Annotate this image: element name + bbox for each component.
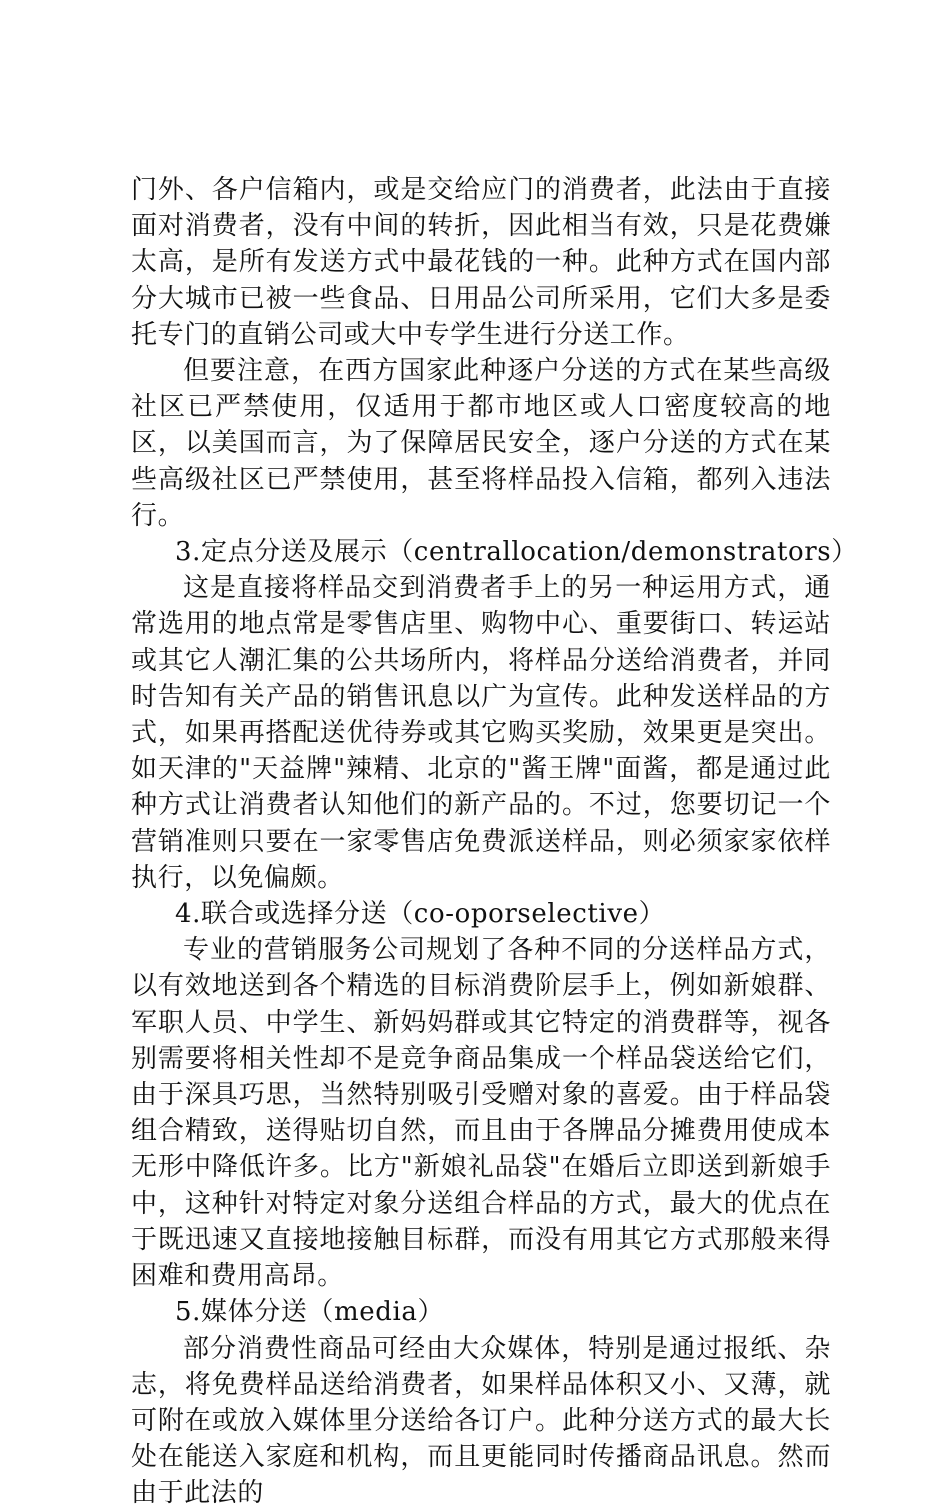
paragraph-continuation: 门外、各户信箱内，或是交给应门的消费者，此法由于直接面对消费者，没有中间的转折，因此相当有效，只是花费嫌太高，是所有发送方式中最花钱的一种。此种方式在国内部分大城市已被一些食品、日用品公司所采用，它们大多是委托专门的直销公司或大中专学生进行分送工作。 (131, 175, 831, 350)
paragraph-door-to-door-restriction: 但要注意，在西方国家此种逐户分送的方式在某些高级社区已严禁使用，仅适用于都市地区或人口密度较高的地区，以美国而言，为了保障居民安全，逐户分送的方式在某些高级社区已严禁使用，甚至将样品投入信箱，都列入违法行。 (131, 356, 831, 531)
section-heading-co-op-selective: 4.联合或选择分送（co-oporselective） (175, 899, 666, 930)
section-heading-central-location: 3.定点分送及展示（centrallocation/demonstrators） (175, 537, 858, 568)
paragraph-co-op-selective: 专业的营销服务公司规划了各种不同的分送样品方式，以有效地送到各个精选的目标消费阶层手上，例如新娘群、军职人员、中学生、新妈妈群或其它特定的消费群等，视各别需要将相关性却不是竞争商品集成一个样品袋送给它们，由于深具巧思，当然特别吸引受赠对象的喜爱。由于样品袋组合精致，送得贴切自然，而且由于各牌品分摊费用使成本无形中降低许多。比方"新娘礼品袋"在婚后立即送到新娘手中，这种针对特定对象分送组合样品的方式，最大的优点在于既迅速又直接地接触目标群，而没有用其它方式那般来得困难和费用高昂。 (131, 935, 831, 1292)
paragraph-media: 部分消费性商品可经由大众媒体，特别是通过报纸、杂志，将免费样品送给消费者，如果样品体积又小、又薄，就可附在或放入媒体里分送给各订户。此种分送方式的最大长处在能送入家庭和机构，而且更能同时传播商品讯息。然而由于此法的 (131, 1333, 831, 1509)
paragraph-central-location: 这是直接将样品交到消费者手上的另一种运用方式，通常选用的地点常是零售店里、购物中心、重要街口、转运站或其它人潮汇集的公共场所内，将样品分送给消费者，并同时告知有关产品的销售讯息以广为宣传。此种发送样品的方式，如果再搭配送优待券或其它购买奖励，效果更是突出。如天津的"天益牌"辣精、北京的"酱王牌"面酱，都是通过此种方式让消费者认知他们的新产品的。不过，您要切记一个营销准则只要在一家零售店免费派送样品，则必须家家依样执行，以免偏颇。 (131, 573, 831, 893)
document-body (131, 172, 858, 1512)
section-heading-media: 5.媒体分送（media） (175, 1297, 445, 1328)
